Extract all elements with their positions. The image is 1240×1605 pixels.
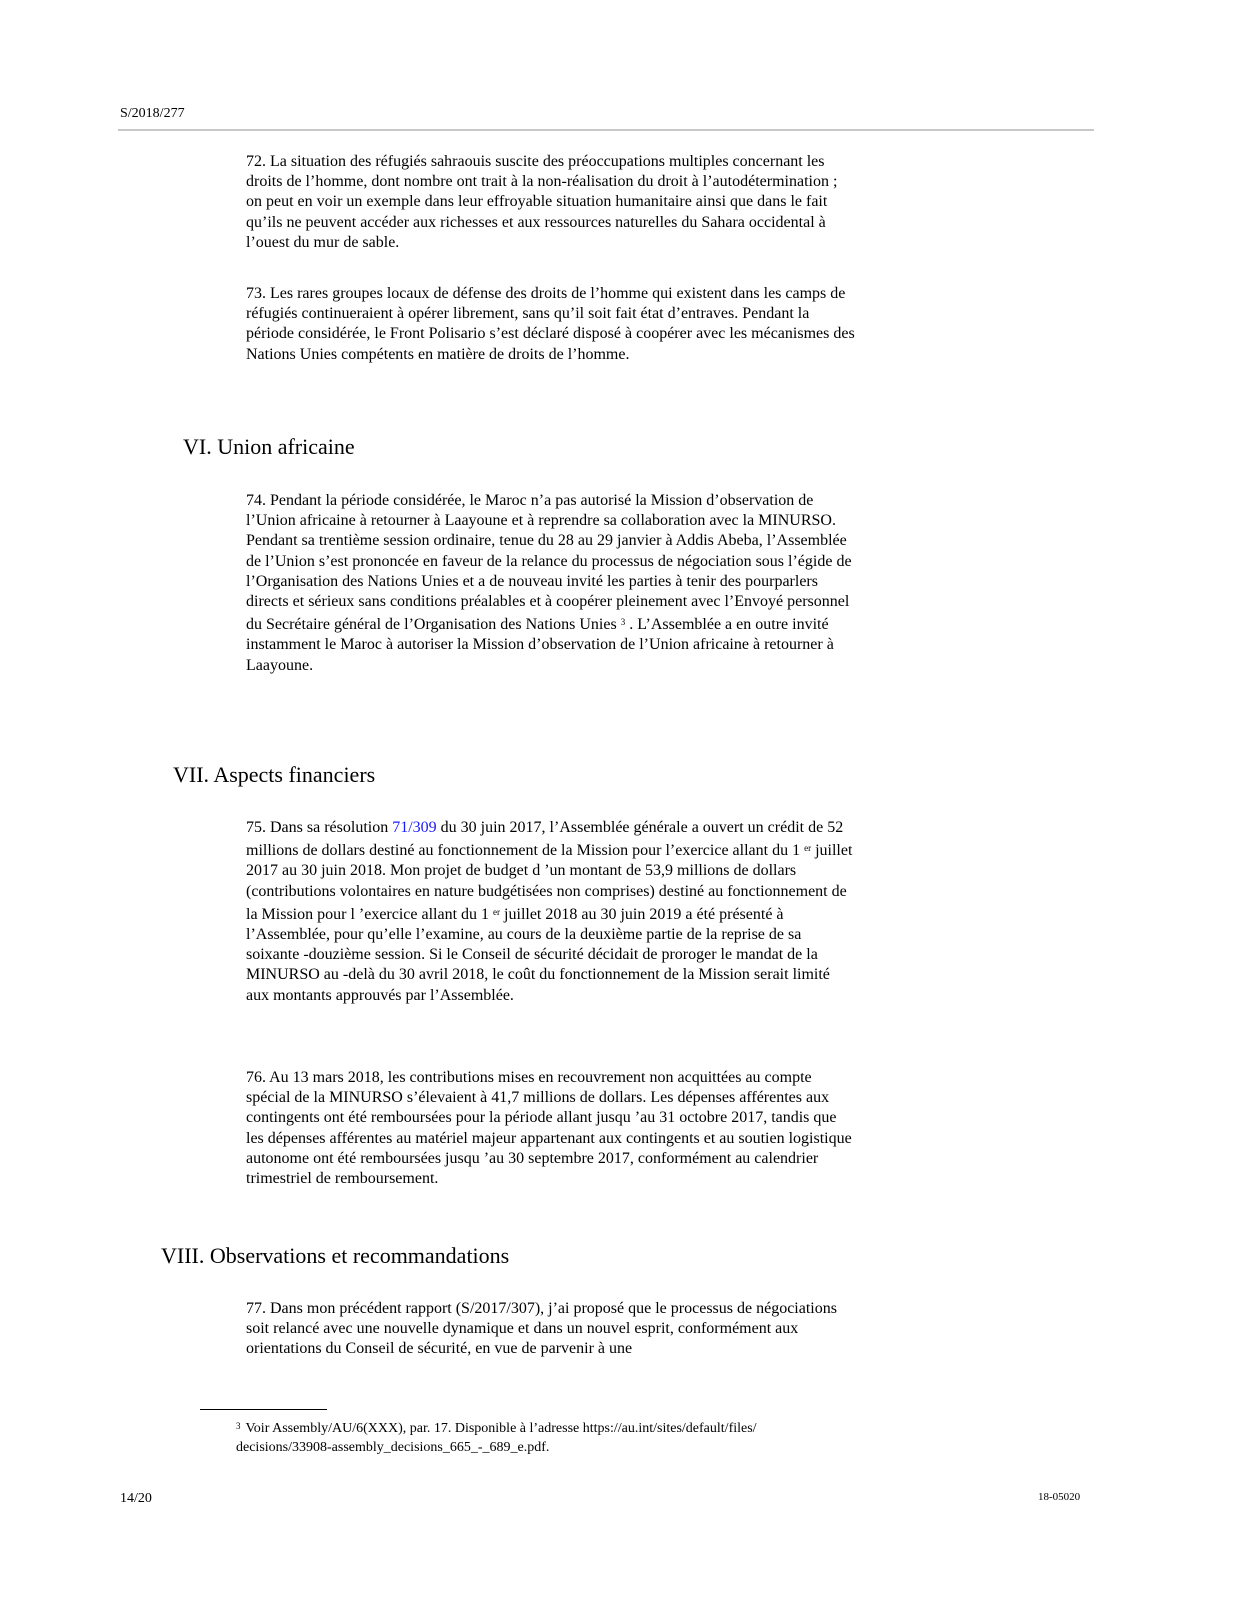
resolution-link[interactable]: 71/309 bbox=[392, 819, 437, 836]
header-divider bbox=[118, 129, 1094, 131]
paragraph-75-text-d: juillet 2018 au 30 juin 2019 a été présenté à l’Assemblée, pour qu’elle l’examine, au cours de la deuxième partie de la reprise de sa soixante -douzième session. Si le Conseil de sécurité décidait de proroger le mandat de la MINURSO au -delà du 30 avril 2018, le coût du fonctionnement de la Mission serait limité aux montants approuvés par l’Assemblée. bbox=[246, 905, 830, 1004]
job-number: 18-05020 bbox=[1038, 1491, 1081, 1503]
paragraph-72: 72. La situation des réfugiés sahraouis suscite des préoccupations multiples concernant les droits de l’homme, dont nombre ont trait à la non-réalisation du droit à l’autodétermination ; on peut en voir un exemple dans leur effroyable situation humanitaire ainsi que dans le fait qu’ils ne peuvent accéder aux richesses et aux ressources naturelles du Sahara occidental à l’ouest du mur de sable. bbox=[246, 153, 838, 251]
section-heading-vi: VI. Union africaine bbox=[183, 434, 355, 459]
paragraph-74 bbox=[246, 491, 856, 676]
section-heading-vii: VII. Aspects financiers bbox=[173, 762, 376, 787]
footnote bbox=[236, 1417, 836, 1457]
paragraph-73: 73. Les rares groupes locaux de défense des droits de l’homme qui existent dans les camps de réfugiés continueraient à opérer librement, sans qu’il soit fait état d’entraves. Pendant la période considérée, le Front Polisario s’est déclaré disposé à coopérer avec les mécanismes des Nations Unies compétents en matière de droits de l’homme. bbox=[246, 285, 855, 363]
ordinal-suffix: er bbox=[493, 906, 501, 917]
paragraph-75 bbox=[246, 818, 856, 1006]
ordinal-suffix: er bbox=[804, 843, 812, 854]
document-symbol: S/2018/277 bbox=[120, 106, 185, 121]
paragraph-74-text: 74. Pendant la période considérée, le Maroc n’a pas autorisé la Mission d’observation de l’Union africaine à retourner à Laayoune et à reprendre sa collaboration avec la MINURSO. Pendant sa trentième session ordinaire, tenue du 28 au 29 janvier à Addis Abeba, l’Assemblée de l’Union s’est prononcée en faveur de la relance du processus de négociation sous l’égide de l’Organisation des Nations Unies et a de nouveau invité les parties à tenir des pourparlers directs et sérieux sans conditions préalables et à coopérer pleinement avec l’Envoyé personnel du Secrétaire général de l’Organisation des Nations Unies bbox=[246, 492, 852, 634]
paragraph-75-text-c: juillet 2017 au 30 juin 2018. Mon projet de budget d ’un montant de 53,9 millions de dollars (contributions volontaires en nature budgétisées non comprises) destiné au fonctionnement de la Mission pour l ’exercice allant du 1 bbox=[246, 842, 853, 923]
paragraph-77: 77. Dans mon précédent rapport (S/2017/307), j’ai proposé que le processus de négociations soit relancé avec une nouvelle dynamique et dans un nouvel esprit, conformément aux orientations du Conseil de sécurité, en vue de parvenir à une bbox=[246, 1300, 837, 1358]
footnote-reference[interactable]: 3 bbox=[620, 617, 626, 628]
footnote-mark: 3 bbox=[236, 1421, 241, 1431]
paragraph-74-text-end: . L’Assemblée a en outre invité instamment le Maroc à autoriser la Mission d’observation de l’Union africaine à retourner à Laayoune. bbox=[246, 616, 834, 674]
section-heading-viii: VIII. Observations et recommandations bbox=[161, 1243, 510, 1268]
footnote-text: Voir Assembly/AU/6(XXX), par. 17. Disponible à l’adresse https://au.int/sites/default/files/ decisions/33908-assembly_decisions_665_-_689_e.pdf. bbox=[236, 1421, 757, 1455]
paragraph-76: 76. Au 13 mars 2018, les contributions mises en recouvrement non acquittées au compte spécial de la MINURSO s’élevaient à 41,7 millions de dollars. Les dépenses afférentes aux contingents ont été remboursées pour la période allant jusqu ’au 31 octobre 2017, tandis que les dépenses afférentes au matériel majeur appartenant aux contingents et au soutien logistique autonome ont été remboursées jusqu ’au 30 septembre 2017, conformément au calendrier trimestriel de remboursement. bbox=[246, 1069, 852, 1188]
page-number: 14/20 bbox=[120, 1491, 152, 1506]
footnote-separator bbox=[200, 1409, 327, 1410]
paragraph-75-text-a: 75. Dans sa résolution bbox=[246, 819, 393, 836]
paragraph-75-text-b: du 30 juin 2017, l’Assemblée générale a ouvert un crédit de 52 millions de dollars destiné au fonctionnement de la Mission pour l’exercice allant du 1 bbox=[246, 819, 844, 860]
